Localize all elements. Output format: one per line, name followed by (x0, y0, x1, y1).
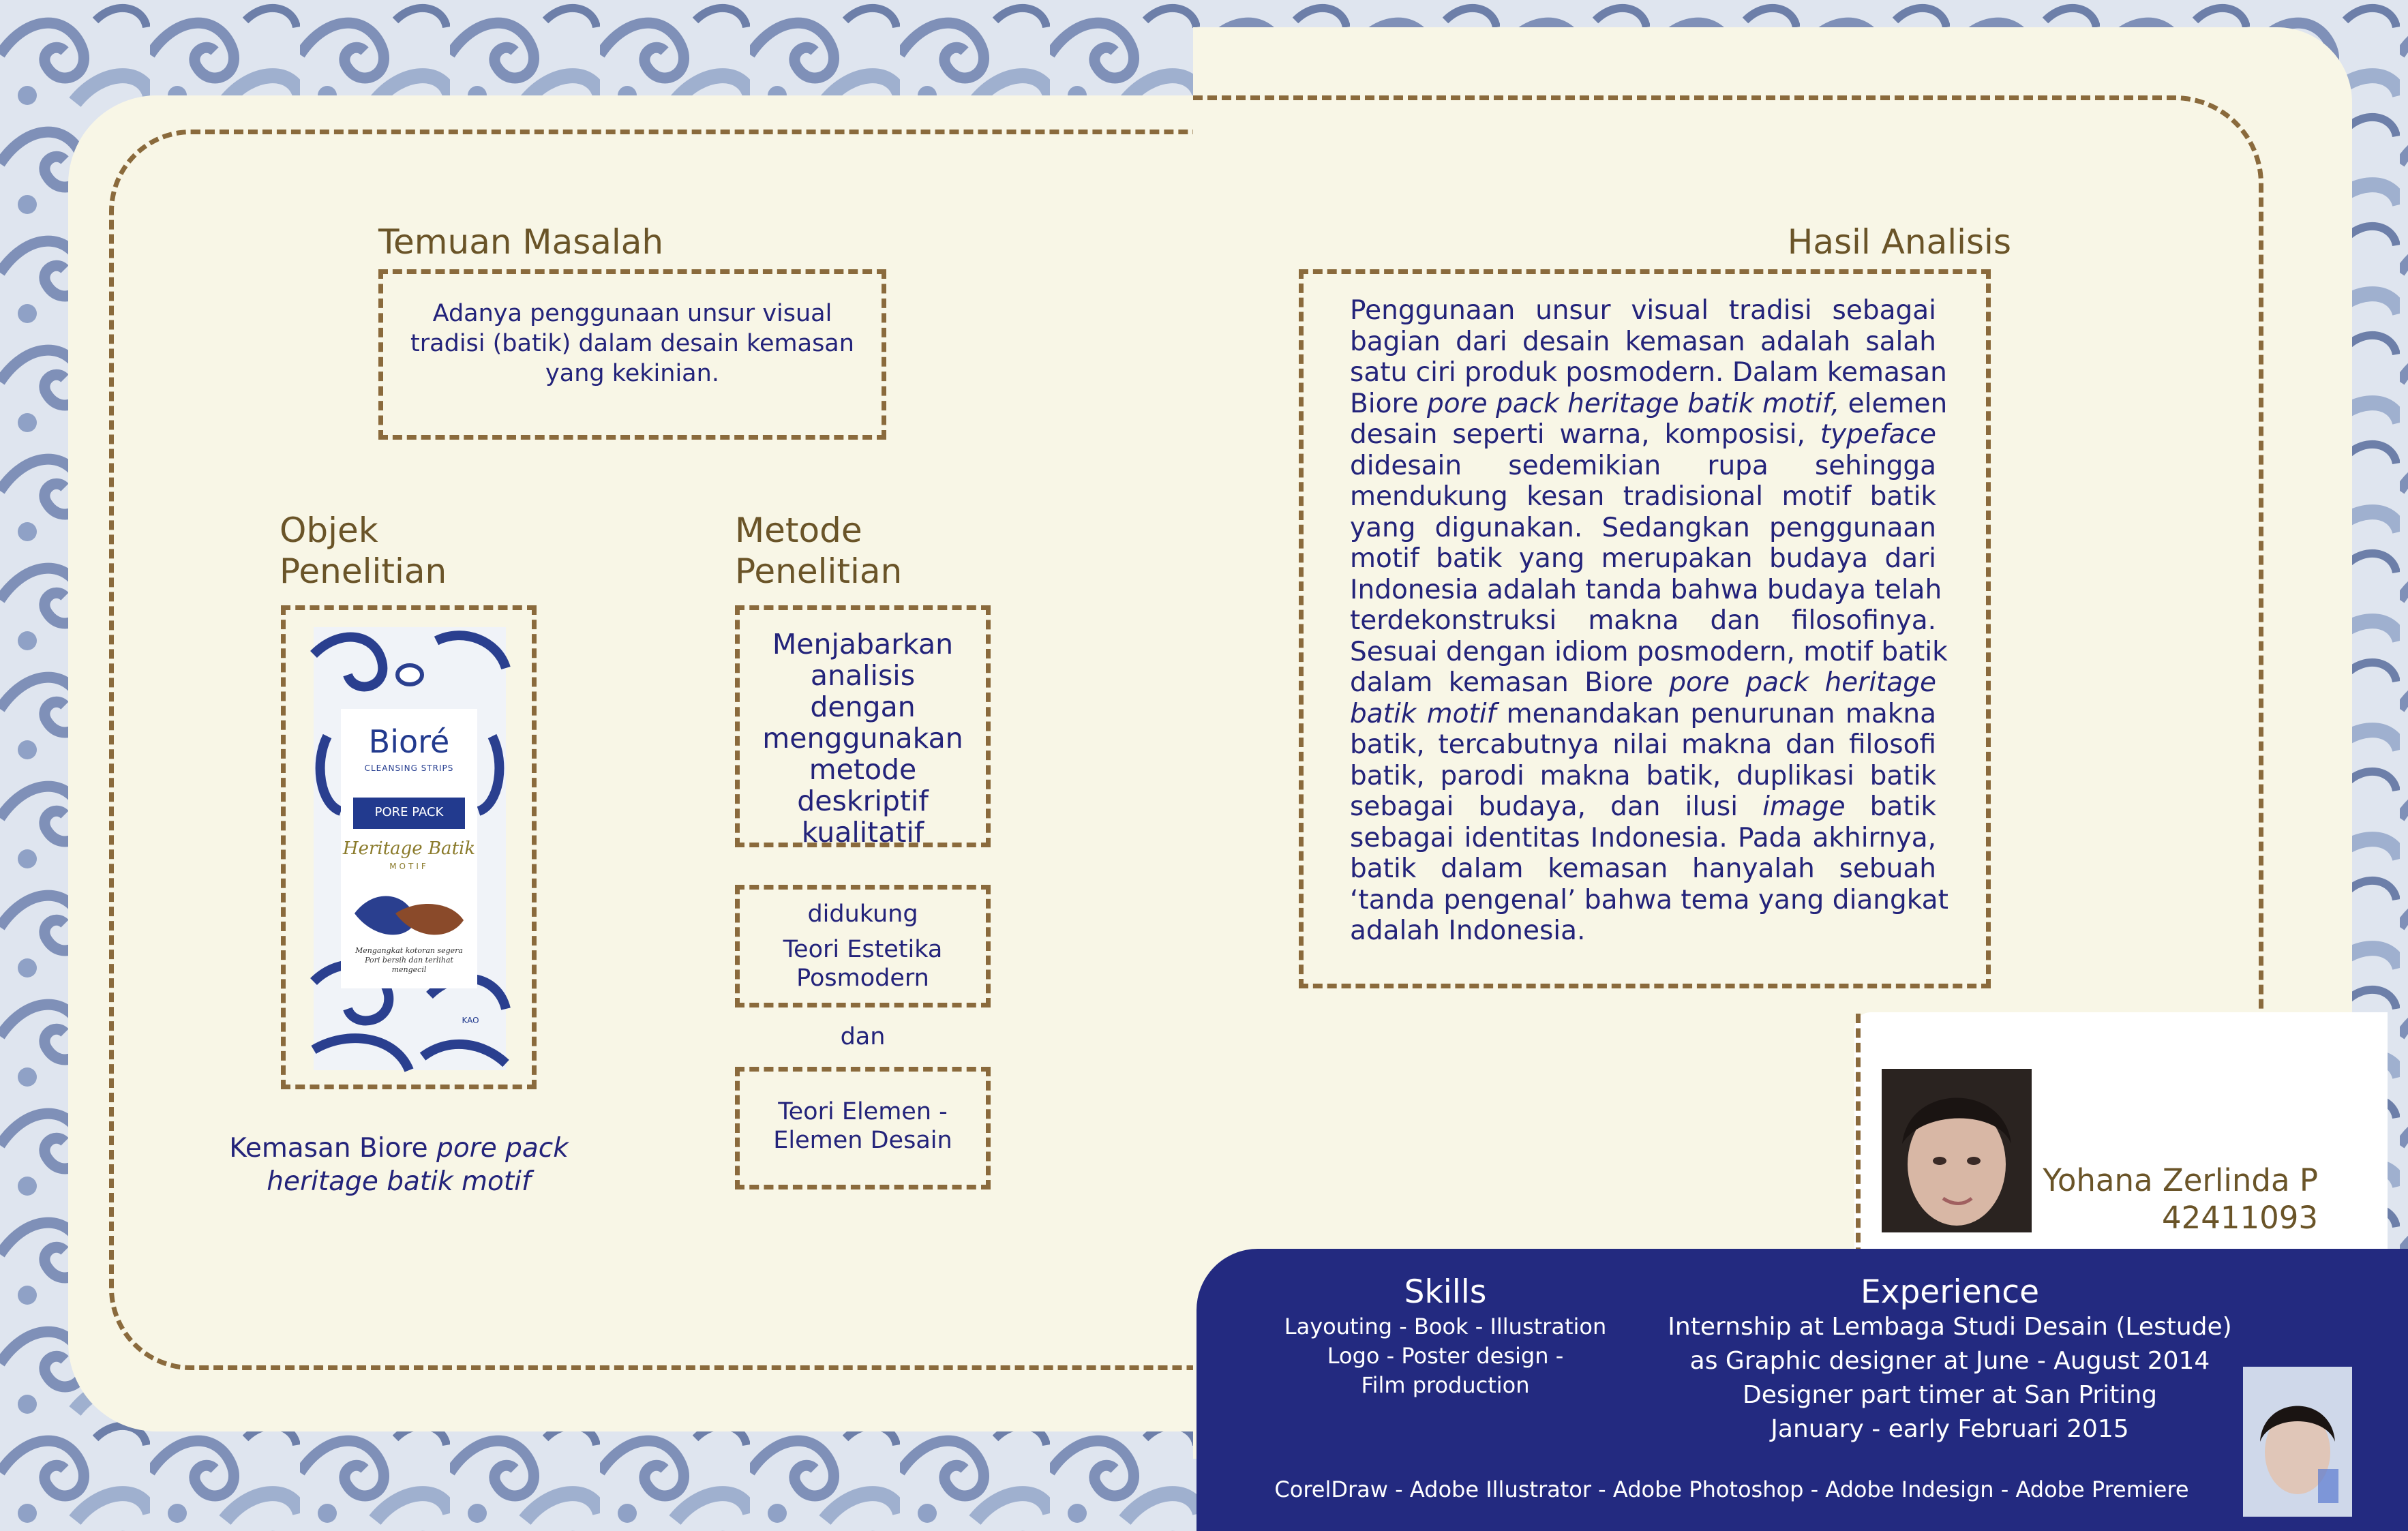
hasil-line (1350, 791, 1936, 823)
hasil-line (1350, 481, 1936, 513)
temuan-heading: Temuan Masalah (378, 222, 664, 262)
hasil-segment: ‘tanda pengenal’ bahwa tema yang diangkat (1350, 884, 1948, 915)
hasil-line (1350, 853, 1936, 885)
hasil-line (1350, 513, 1936, 544)
hasil-italic-segment: batik motif (1350, 698, 1496, 729)
experience-line2: as Graphic designer at June - August 2014 (1689, 1347, 2210, 1375)
temuan-text: Adanya penggunaan unsur visual tradisi (batik) dalam desain kemasan yang kekinian. (410, 300, 854, 387)
hasil-segment: elemen (1839, 388, 1948, 419)
hasil-segment: satu ciri produk posmodern. Dalam kemasan (1350, 357, 1947, 388)
hasil-line (1350, 295, 1936, 327)
hasil-line (1350, 327, 1936, 358)
hasil-segment: terdekonstruksi makna dan filosofinya. (1350, 605, 1936, 636)
small-face-icon (2243, 1367, 2352, 1517)
hasil-segment: mendukung kesan tradisional motif batik (1350, 481, 1936, 512)
hasil-segment: Biore (1350, 388, 1428, 419)
experience-line4: January - early Februari 2015 (1771, 1415, 2129, 1443)
objek-caption-prefix: Kemasan Biore (229, 1133, 437, 1164)
hasil-italic-segment: typeface (1820, 419, 1936, 450)
hasil-segment: batik dalam kemasan hanyalah sebuah (1350, 853, 1936, 884)
hasil-segment: dalam kemasan Biore (1350, 667, 1670, 698)
hasil-line (1350, 884, 1948, 916)
experience-heading: Experience (1860, 1273, 2040, 1311)
product-note: Mengangkat kotoran segera Pori bersih dan terlihat mengecil (355, 946, 463, 974)
software-list: CorelDraw - Adobe Illustrator - Adobe Photoshop - Adobe Indesign - Adobe Premiere (1274, 1476, 2189, 1502)
hasil-line (1350, 574, 1942, 606)
hasil-line (1350, 357, 1947, 389)
hasil-line (1350, 419, 1936, 451)
hasil-italic-segment: image (1762, 791, 1846, 822)
hasil-line (1350, 761, 1936, 792)
objek-caption-italic2: heritage batik motif (267, 1166, 531, 1197)
experience-line1: Internship at Lembaga Studi Desain (Lestude) (1668, 1313, 2232, 1341)
hasil-segment: sebagai identitas Indonesia. Pada akhirnya, (1350, 822, 1936, 853)
hasil-line (1350, 543, 1936, 575)
metode-heading-line1: Metode (735, 511, 862, 550)
biore-product-image (314, 627, 506, 1070)
hasil-line (1350, 636, 1948, 668)
hasil-text (1350, 295, 1948, 947)
skills-line3: Film production (1361, 1372, 1530, 1398)
hasil-segment: sebagai budaya, dan ilusi (1350, 791, 1763, 822)
product-series: Heritage Batik (342, 838, 476, 859)
objek-heading-line1: Objek (280, 511, 378, 550)
objek-caption-italic1: pore pack (436, 1133, 569, 1164)
hasil-line (1350, 699, 1936, 730)
profile-face-icon (1882, 1069, 2032, 1232)
hasil-segment: didesain sedemikian rupa sehingga (1350, 450, 1936, 481)
hasil-line (1350, 605, 1936, 637)
product-motif: MOTIF (389, 862, 429, 871)
hasil-segment: batik (1845, 791, 1936, 822)
hasil-heading: Hasil Analisis (1787, 222, 2011, 262)
product-maker: KAO (462, 1016, 479, 1025)
hasil-line (1350, 667, 1936, 699)
hasil-italic-segment: pore pack heritage (1669, 667, 1936, 698)
hasil-segment: batik, parodi makna batik, duplikasi batik (1350, 760, 1936, 791)
profile-name: Yohana Zerlinda P (2043, 1162, 2318, 1198)
hasil-segment: yang digunakan. Sedangkan penggunaan (1350, 512, 1936, 543)
hasil-line (1350, 729, 1936, 761)
hasil-segment: bagian dari desain kemasan adalah salah (1350, 326, 1936, 357)
small-profile-photo (2243, 1367, 2352, 1517)
hasil-segment: Indonesia adalah tanda bahwa budaya telah (1350, 574, 1942, 605)
hasil-segment: desain seperti warna, komposisi, (1350, 419, 1820, 450)
product-band: PORE PACK (374, 805, 444, 819)
objek-heading-line2: Penelitian (280, 551, 447, 591)
profile-id: 42411093 (2161, 1200, 2318, 1236)
objek-caption-line2 (194, 1165, 603, 1198)
metode-connector: dan (840, 1023, 886, 1050)
product-sub: CLEANSING STRIPS (364, 763, 454, 773)
metode-box1-text: Menjabarkan analisis dengan menggunakan metode deskriptif kualitatif (762, 628, 963, 849)
hasil-line (1350, 388, 1948, 420)
metode-box2-line2: Teori Estetika Posmodern (783, 936, 943, 992)
hasil-line (1350, 451, 1936, 482)
objek-caption-line1 (194, 1132, 603, 1165)
experience-line3: Designer part timer at San Priting (1743, 1381, 2157, 1409)
metode-box3-text: Teori Elemen - Elemen Desain (773, 1098, 952, 1154)
metode-heading-line2: Penelitian (735, 551, 903, 591)
skills-heading: Skills (1404, 1273, 1487, 1311)
skills-line1: Layouting - Book - Illustration (1284, 1314, 1607, 1339)
hasil-line (1350, 915, 1936, 947)
hasil-segment: adalah Indonesia. (1350, 915, 1586, 946)
profile-photo (1882, 1069, 2032, 1232)
objek-caption (194, 1132, 603, 1198)
hasil-segment: menandakan penurunan makna (1496, 698, 1936, 729)
hasil-line (1350, 823, 1936, 854)
hasil-segment: Penggunaan unsur visual tradisi sebagai (1350, 295, 1936, 326)
hasil-segment: motif batik yang merupakan budaya dari (1350, 543, 1936, 574)
metode-box2-line1: didukung (807, 900, 918, 928)
skills-line2: Logo - Poster design - (1327, 1343, 1564, 1369)
hasil-segment: Sesuai dengan idiom posmodern, motif batik (1350, 636, 1948, 667)
product-brand: Bioré (368, 723, 450, 760)
hasil-italic-segment: pore pack heritage batik motif, (1427, 388, 1840, 419)
hasil-segment: batik, tercabutnya nilai makna dan filosofi (1350, 729, 1936, 760)
